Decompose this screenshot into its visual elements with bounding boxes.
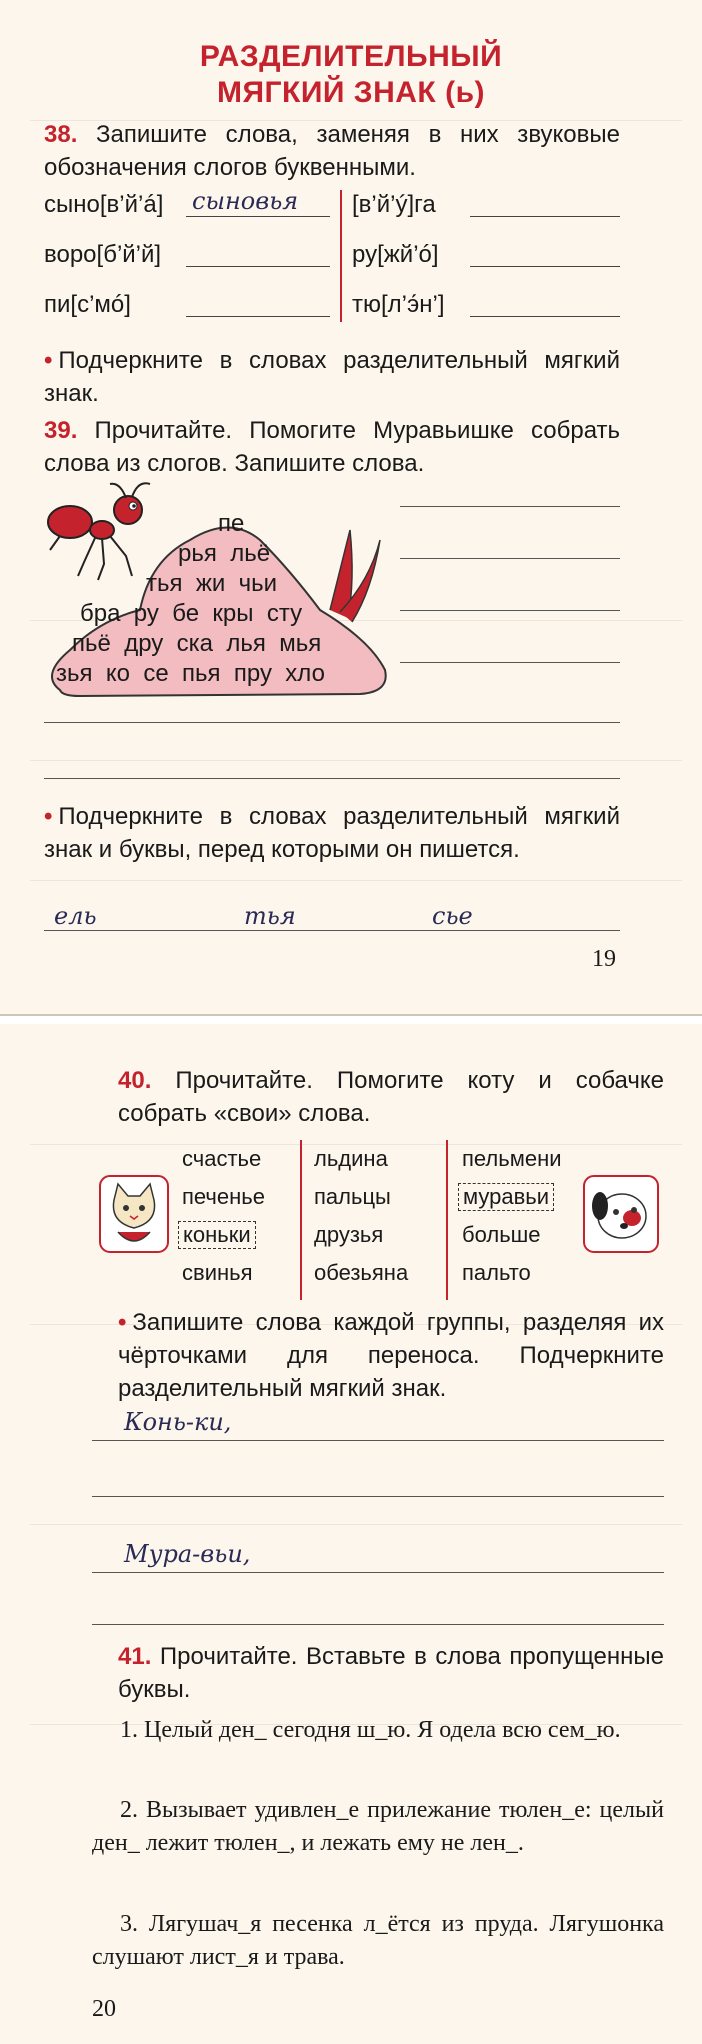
ex38-blank-4[interactable] — [470, 266, 620, 267]
page-20 — [0, 1024, 702, 2044]
ex38-item-4: ру[жй’ó] — [352, 241, 439, 268]
ex39-answer-line[interactable] — [44, 930, 620, 931]
ex38-instruction: 38. Запишите слова, заменяя в них звуковые обозначения слогов буквенными. — [44, 121, 621, 181]
ex40-divider-1 — [300, 1140, 302, 1300]
ex41-sentence-1: 1. Целый ден_ сегодня ш_ю. Я одела всю сем_ю. — [120, 1717, 621, 1743]
syllable-row-2: рья льё — [178, 540, 271, 567]
ex41-instruction: 41. Прочитайте. Вставьте в слова пропущенные буквы. — [118, 1643, 664, 1703]
word-col3-4: пальто — [462, 1260, 531, 1285]
page-19 — [0, 0, 702, 1016]
ex38-item-1: сыно[в’й’á] — [44, 191, 164, 218]
syllable-row-6: зья ко се пья пру хло — [56, 660, 325, 687]
ex38-blank-6[interactable] — [470, 316, 620, 317]
ex38-blank-1[interactable] — [186, 216, 330, 217]
word-col1-4: свинья — [182, 1260, 253, 1285]
ex41-sentence-3: 3. Лягушач_я песенка л_ётся из пруда. Лягушонка слушают лист_я и трава. — [92, 1911, 664, 1970]
ex40-divider-2 — [446, 1140, 448, 1300]
soft-sign-letter: (ь) — [445, 76, 486, 109]
ex38-item-3: воро[б’й’й] — [44, 241, 162, 268]
ex39-line-4[interactable] — [400, 662, 620, 663]
page-gap — [0, 1016, 702, 1024]
ex39-instruction: 39. Прочитайте. Помогите Муравьишке собрать слова из слогов. Запишите слова. — [44, 417, 621, 477]
ex41-sentence-2: 2. Вызывает удивлен_е прилежание тюлен_е: целый ден_ лежит тюлен_, и лежать ему не лен_. — [92, 1797, 664, 1856]
ex38-blank-5[interactable] — [186, 316, 330, 317]
ex38-divider — [340, 190, 342, 322]
bullet-icon: • — [44, 347, 53, 374]
ex39-hand-1: ель — [54, 902, 97, 930]
syllable-row-3: тья жи чьи — [146, 570, 278, 597]
ex40-hand-2: Мура-вьи, — [124, 1540, 251, 1568]
ex38-item-5: пи[с’мó] — [44, 291, 131, 318]
word-col2-1: льдина — [314, 1146, 388, 1171]
ex40-task: • Запишите слова каждой группы, разделяя их чёрточками для переноса. Подчеркните разделительный мягкий знак. — [118, 1309, 664, 1402]
word-col3-3: больше — [462, 1222, 541, 1247]
ex39-line-3[interactable] — [400, 610, 620, 611]
ex38-item-2: [в’й’ý]га — [352, 191, 436, 218]
page-number: 19 — [592, 946, 616, 972]
ex40-line-4[interactable] — [92, 1624, 664, 1625]
ex39-hand-3: сье — [432, 902, 473, 930]
page-number: 20 — [92, 1996, 116, 2022]
word-col2-2: пальцы — [314, 1184, 391, 1209]
word-col3-1: пельмени — [462, 1146, 562, 1171]
ex40-instruction: 40. Прочитайте. Помогите коту и собачке собрать «свои» слова. — [118, 1067, 664, 1127]
ex40-line-3[interactable] — [92, 1572, 664, 1573]
word-col2-4: обезьяна — [314, 1260, 409, 1285]
ex40-line-2[interactable] — [92, 1496, 664, 1497]
ex40-hand-1: Конь-ки, — [124, 1408, 232, 1436]
ex40-line-1[interactable] — [92, 1440, 664, 1441]
ex39-hand-2: тья — [244, 902, 296, 930]
syllable-row-5: пьё дру ска лья мья — [72, 630, 322, 657]
section-title-line2: МЯГКИЙ ЗНАК (ь) — [216, 76, 486, 109]
ex39-line-6[interactable] — [44, 778, 620, 779]
ex39-line-1[interactable] — [400, 506, 620, 507]
ex39-line-5[interactable] — [44, 722, 620, 723]
word-col1-3: коньки — [178, 1221, 256, 1249]
bullet-icon: • — [44, 803, 53, 830]
cat-icon — [98, 1174, 170, 1254]
word-col3-2: муравьи — [458, 1183, 554, 1211]
word-col1-2: печенье — [182, 1184, 265, 1209]
ex38-blank-3[interactable] — [186, 266, 330, 267]
ex38-item-6: тю[л’э́н’] — [352, 291, 445, 318]
ex38-answer-1: сыновья — [192, 187, 299, 215]
dog-icon — [582, 1174, 660, 1254]
ex38-task: • Подчеркните в словах разделительный мягкий знак. — [44, 347, 620, 407]
ex38-blank-2[interactable] — [470, 216, 620, 217]
word-col2-3: друзья — [314, 1222, 384, 1247]
ex39-line-2[interactable] — [400, 558, 620, 559]
syllable-row-1: пе — [218, 510, 245, 537]
ex39-task: • Подчеркните в словах разделительный мягкий знак и буквы, перед которыми он пишется. — [44, 803, 620, 863]
section-title: РАЗДЕЛИТЕЛЬНЫЙ — [199, 40, 503, 73]
word-col1-1: счастье — [182, 1146, 262, 1171]
bullet-icon: • — [118, 1309, 127, 1336]
syllable-row-4: бра ру бе кры сту — [80, 600, 303, 627]
